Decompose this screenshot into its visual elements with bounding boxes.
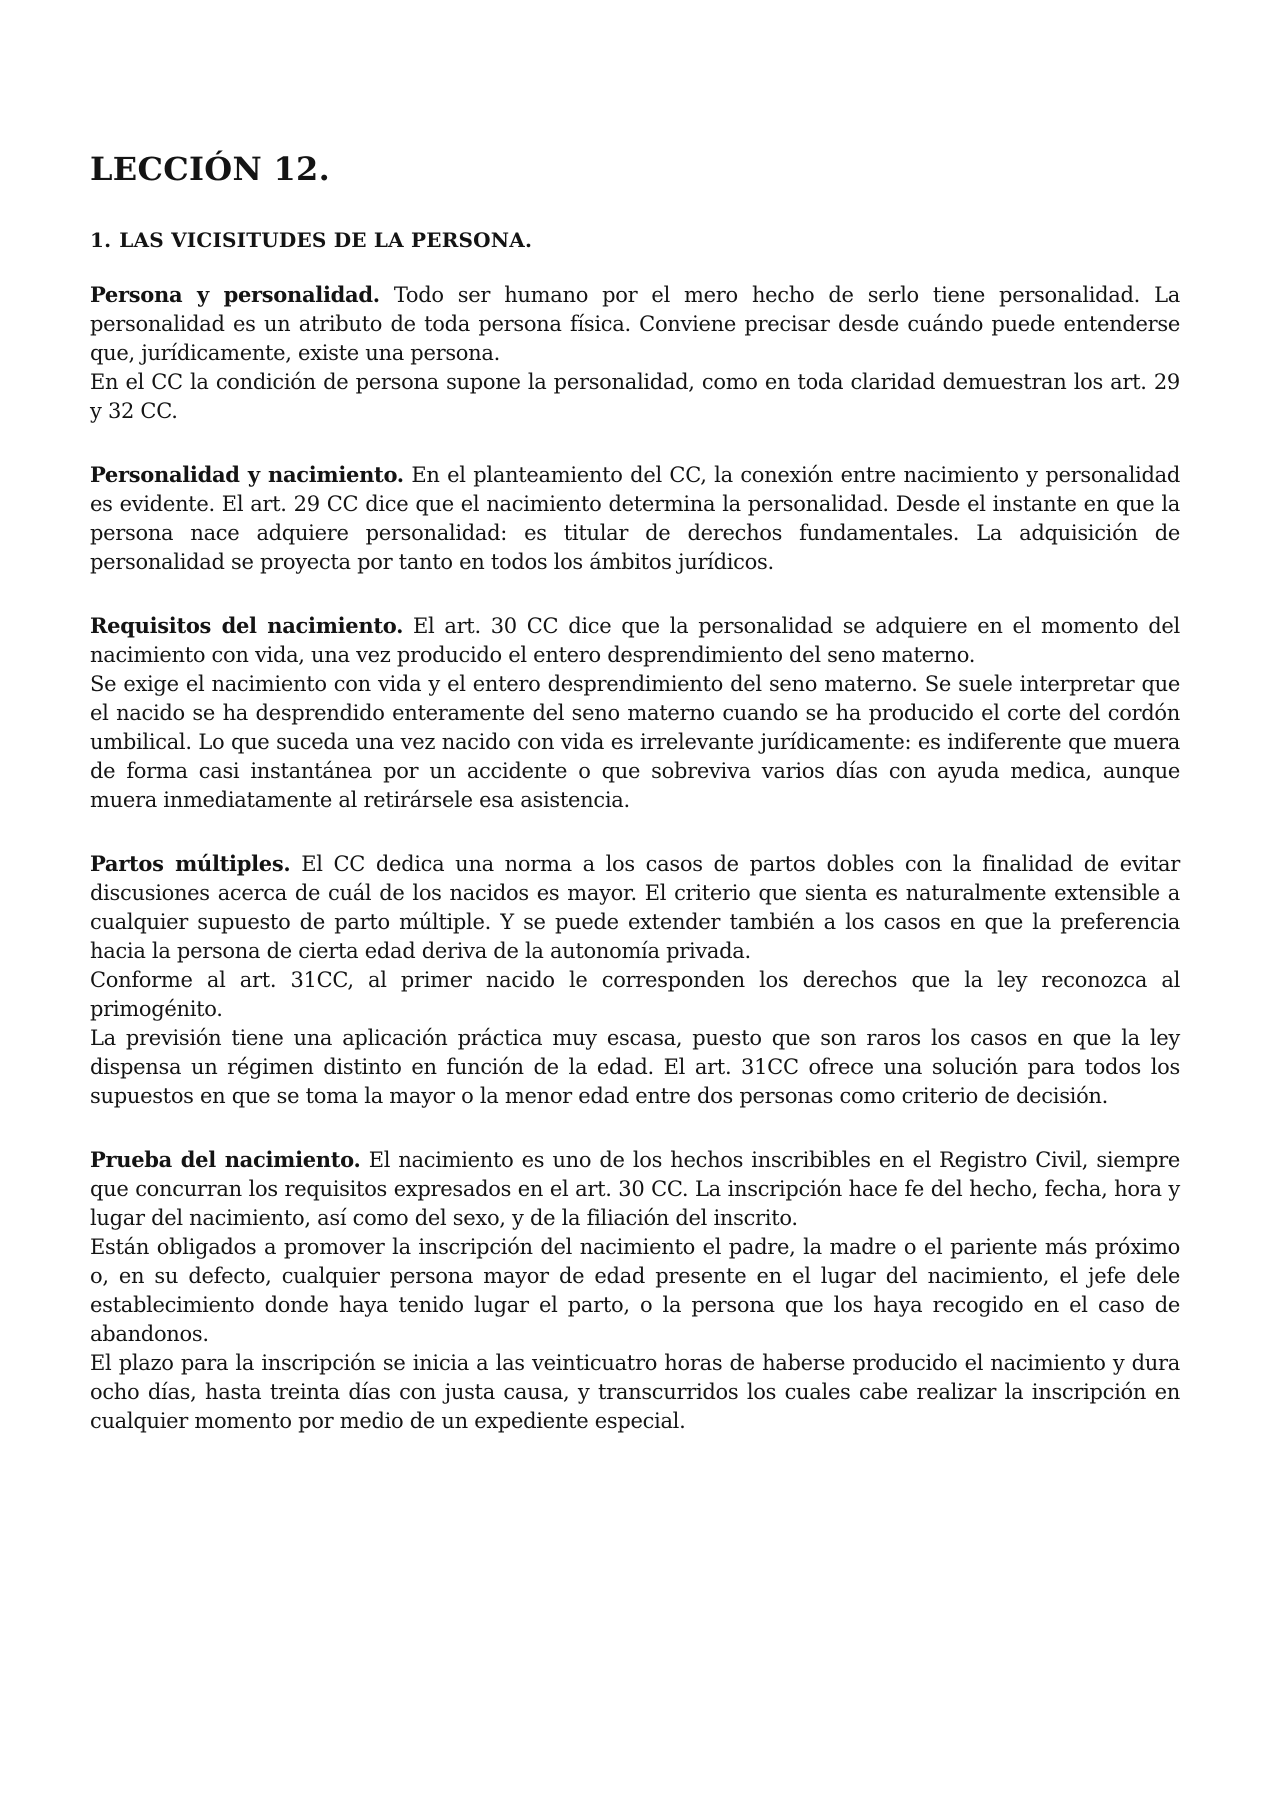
paragraph-heading: Personalidad y nacimiento.	[90, 462, 404, 487]
paragraph-heading: Persona y personalidad.	[90, 282, 380, 307]
paragraph-text: El art. 30 CC dice que la personalidad se adquiere en el momento del nacimiento con vida, una vez producido el entero desprendimiento del seno materno.	[90, 614, 1180, 667]
paragraph-heading: Requisitos del nacimiento.	[90, 613, 404, 638]
paragraph-text: El nacimiento es uno de los hechos inscribibles en el Registro Civil, siempre que concurran los requisitos expresados en el art. 30 CC. La inscripción hace fe del hecho, fecha, hora y lugar del nacimiento, así como del sexo, y de la filiación del inscrito.	[90, 1148, 1180, 1230]
lesson-title: LECCIÓN 12.	[90, 150, 331, 188]
document-page	[90, 150, 1180, 1436]
paragraph: El plazo para la inscripción se inicia a las veinticuatro horas de haberse producido el nacimiento y dura ocho días, hasta treinta días con justa causa, y transcurridos los cuales cabe realizar la inscripción en cualquier momento por medio de un expediente especial.	[90, 1351, 1180, 1433]
paragraph: En el CC la condición de persona supone la personalidad, como en toda claridad demuestran los art. 29 y 32 CC.	[90, 370, 1180, 423]
paragraph: La previsión tiene una aplicación práctica muy escasa, puesto que son raros los casos en que la ley dispensa un régimen distinto en función de la edad. El art. 31CC ofrece una solución para todos los supuestos en que se toma la mayor o la menor edad entre dos personas como criterio de decisión.	[90, 1026, 1180, 1108]
paragraph	[90, 460, 1180, 577]
paragraph-text: Todo ser humano por el mero hecho de serlo tiene personalidad. La personalidad es un atributo de toda persona física. Conviene precisar desde cuándo puede entenderse que, jurídicamente, existe una persona.	[90, 283, 1180, 365]
block-personalidad-nacimiento	[90, 460, 1180, 577]
paragraph: Se exige el nacimiento con vida y el entero desprendimiento del seno materno. Se suele interpretar que el nacido se ha desprendido enteramente del seno materno cuando se ha producido el corte del cordón umbilical. Lo que suceda una vez nacido con vida es irrelevante jurídicamente: es indiferente que muera de forma casi instantánea por un accidente o que sobreviva varios días con ayuda medica, aunque muera inmediatamente al retirársele esa asistencia.	[90, 672, 1180, 812]
section-number: 1.	[90, 228, 112, 252]
paragraph	[90, 1145, 1180, 1233]
paragraph-text: El CC dedica una norma a los casos de partos dobles con la finalidad de evitar discusiones acerca de cuál de los nacidos es mayor. El criterio que sienta es naturalmente extensible a cualquier supuesto de parto múltiple. Y se puede extender también a los casos en que la preferencia hacia la persona de cierta edad deriva de la autonomía privada.	[90, 852, 1180, 963]
block-prueba-nacimiento	[90, 1145, 1180, 1436]
paragraph-heading: Prueba del nacimiento.	[90, 1147, 361, 1172]
block-partos-multiples	[90, 849, 1180, 1111]
block-requisitos-nacimiento	[90, 611, 1180, 815]
paragraph: Están obligados a promover la inscripción del nacimiento el padre, la madre o el pariente más próximo o, en su defecto, cualquier persona mayor de edad presente en el lugar del nacimiento, el jefe dele establecimiento donde haya tenido lugar el parto, o la persona que los haya recogido en el caso de abandonos.	[90, 1235, 1180, 1346]
paragraph	[90, 849, 1180, 966]
paragraph: Conforme al art. 31CC, al primer nacido le corresponden los derechos que la ley reconozca al primogénito.	[90, 968, 1180, 1021]
paragraph-text: En el planteamiento del CC, la conexión entre nacimiento y personalidad es evidente. El art. 29 CC dice que el nacimiento determina la personalidad. Desde el instante en que la persona nace adquiere personalidad: es titular de derechos fundamentales. La adquisición de personalidad se proyecta por tanto en todos los ámbitos jurídicos.	[90, 463, 1180, 574]
section-title-text: LAS VICISITUDES DE LA PERSONA.	[119, 228, 533, 252]
section-title	[90, 228, 1180, 252]
paragraph	[90, 280, 1180, 368]
paragraph-heading: Partos múltiples.	[90, 851, 291, 876]
paragraph	[90, 611, 1180, 670]
block-persona-personalidad	[90, 280, 1180, 426]
